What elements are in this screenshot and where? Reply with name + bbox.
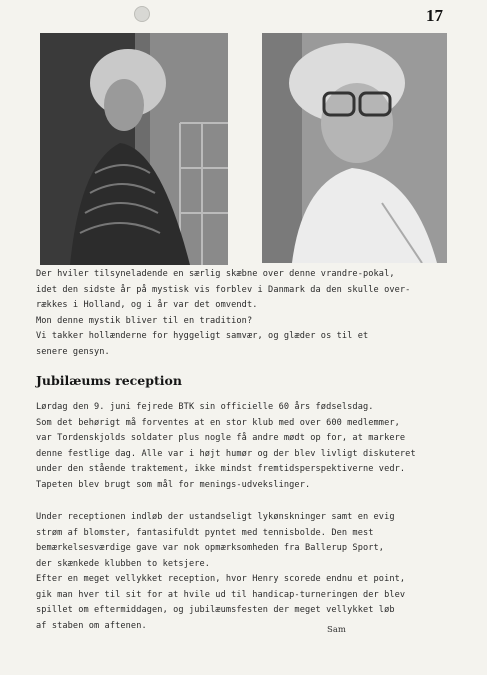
text-line: Der hviler tilsyneladende en særlig skæbne over denne vrandre-pokal, [36, 269, 395, 279]
paragraph-gifts [36, 510, 466, 572]
text-line: af staben om aftenen. [36, 620, 147, 631]
paragraph-celebration [36, 400, 466, 494]
photo-person-glasses [262, 33, 447, 263]
text-line: Vi takker hollænderne for hyggeligt samvær, og glæder os til et [36, 331, 369, 342]
text-line: strøm af blomster, fantasifuldt pyntet med tennisbolde. Den mest [36, 527, 374, 538]
section-heading: Jubilæums reception [36, 373, 182, 388]
binder-hole [134, 6, 150, 22]
text-line: idet den sidste år på mystisk vis forblev i Danmark da den skulle over- [36, 284, 411, 295]
text-line: Tapeten blev brugt som mål for menings-udvekslinger. [36, 479, 311, 490]
text-line: der skænkede klubben to ketsjere. [36, 558, 211, 569]
intro-paragraph [36, 267, 466, 361]
text-line: Under receptionen indløb der ustandseligt lykønskninger samt en evig [36, 512, 395, 522]
text-line: var Tordenskjolds soldater plus nogle få andre mødt op for, at markere [36, 433, 406, 444]
page-number: 17 [426, 6, 443, 25]
text-line: Efter en meget vellykket reception, hvor Henry scorede endnu et point, [36, 574, 406, 584]
text-line: under den stående traktement, ikke mindst fremtidsperspektiverne vedr. [36, 464, 406, 475]
text-line: Som det behørigt må forventes at en stor klub med over 600 medlemmer, [36, 417, 400, 428]
text-line: denne festlige dag. Alle var i højt humør og der blev livligt diskuteret [36, 448, 416, 459]
text-line: Lørdag den 9. juni fejrede BTK sin officielle 60 års fødselsdag. [36, 402, 374, 412]
text-line: spillet om eftermiddagen, og jubilæumsfesten der meget vellykket løb [36, 605, 395, 616]
text-line: senere gensyn. [36, 346, 110, 357]
text-line: gik man hver til sit for at hvile ud til handicap-turneringen der blev [36, 589, 406, 600]
text-line: Mon denne mystik bliver til en tradition? [36, 315, 253, 326]
text-line: bemærkelsesværdige gave var nok opmærksomheden fra Ballerup Sport, [36, 543, 385, 554]
paragraph-afternoon [36, 572, 466, 634]
text-line: rækkes i Holland, og i år var det omvendt. [36, 300, 258, 311]
photo-woman-striped-dress [40, 33, 228, 265]
author-signature: Sam [327, 625, 346, 635]
